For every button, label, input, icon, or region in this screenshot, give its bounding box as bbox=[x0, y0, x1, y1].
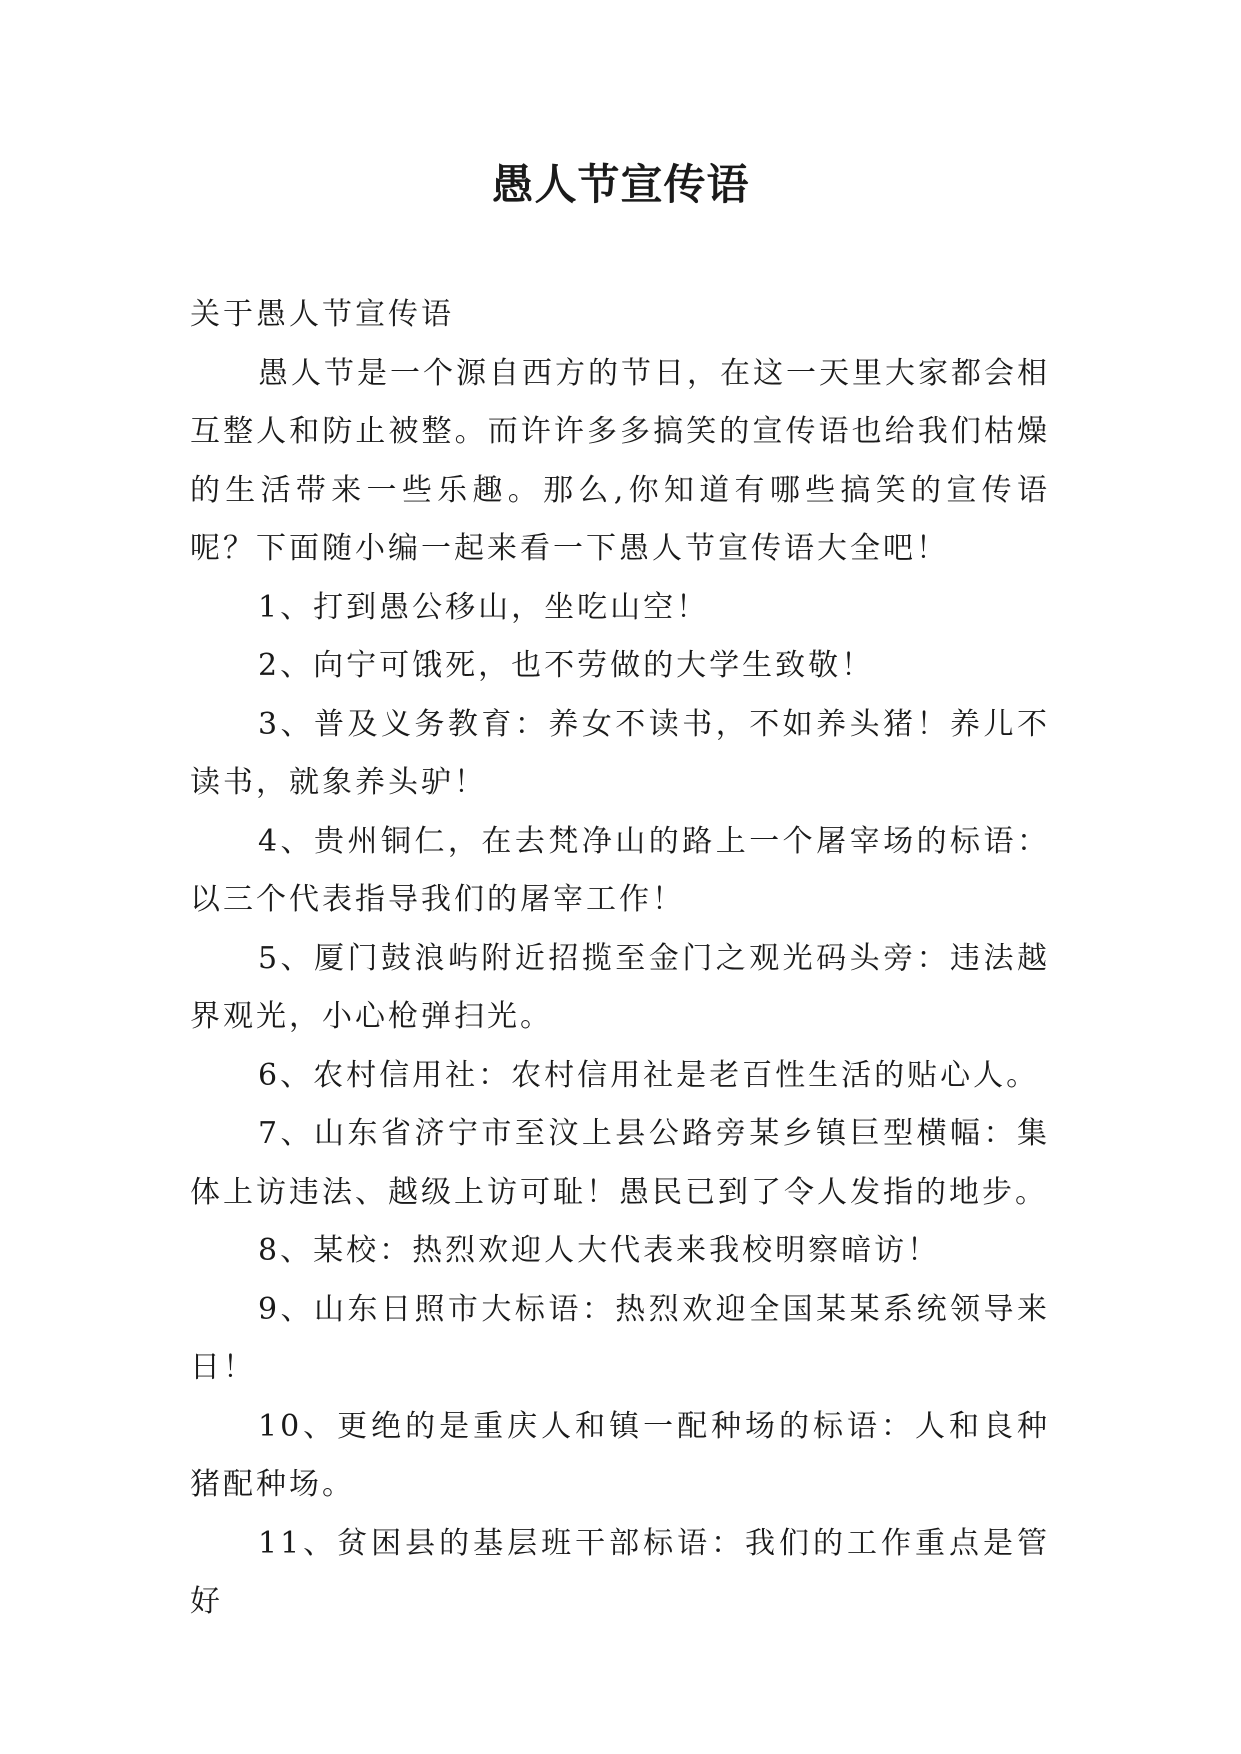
list-item: 5、厦门鼓浪屿附近招揽至金门之观光码头旁：违法越界观光，小心枪弹扫光。 bbox=[190, 940, 1050, 1034]
list-item: 2、向宁可饿死，也不劳做的大学生致敬！ bbox=[258, 648, 875, 683]
list-item: 4、贵州铜仁，在去梵净山的路上一个屠宰场的标语：以三个代表指导我们的屠宰工作！ bbox=[190, 823, 1050, 917]
list-item: 1、打到愚公移山，坐吃山空！ bbox=[258, 589, 710, 625]
list-item: 11、贫困县的基层班干部标语：我们的工作重点是管好 bbox=[190, 1525, 1050, 1619]
document-subtitle: 关于愚人节宣传语 bbox=[190, 297, 454, 332]
intro-paragraph: 愚人节是一个源自西方的节日，在这一天里大家都会相互整人和防止被整。而许许多多搞笑的宣传语也给我们枯燥的生活带来一些乐趣。那么,你知道有哪些搞笑的宣传语呢？下面随小编一起来看一下愚人节宣传语大全吧！ bbox=[190, 355, 1050, 566]
list-item: 7、山东省济宁市至汶上县公路旁某乡镇巨型横幅：集体上访违法、越级上访可耻！愚民已到了令人发指的地步。 bbox=[190, 1116, 1050, 1210]
list-item: 6、农村信用社：农村信用社是老百性生活的贴心人。 bbox=[258, 1057, 1040, 1093]
list-item: 8、某校：热烈欢迎人大代表来我校明察暗访！ bbox=[258, 1233, 941, 1268]
list-item: 10、更绝的是重庆人和镇一配种场的标语：人和良种猪配种场。 bbox=[190, 1408, 1050, 1502]
list-item: 9、山东日照市大标语：热烈欢迎全国某某系统领导来日！ bbox=[190, 1291, 1050, 1385]
document-body bbox=[190, 286, 1050, 1632]
document-title: 愚人节宣传语 bbox=[491, 160, 750, 209]
list-item: 3、普及义务教育：养女不读书，不如养头猪！养儿不读书，就象养头驴！ bbox=[190, 706, 1050, 800]
